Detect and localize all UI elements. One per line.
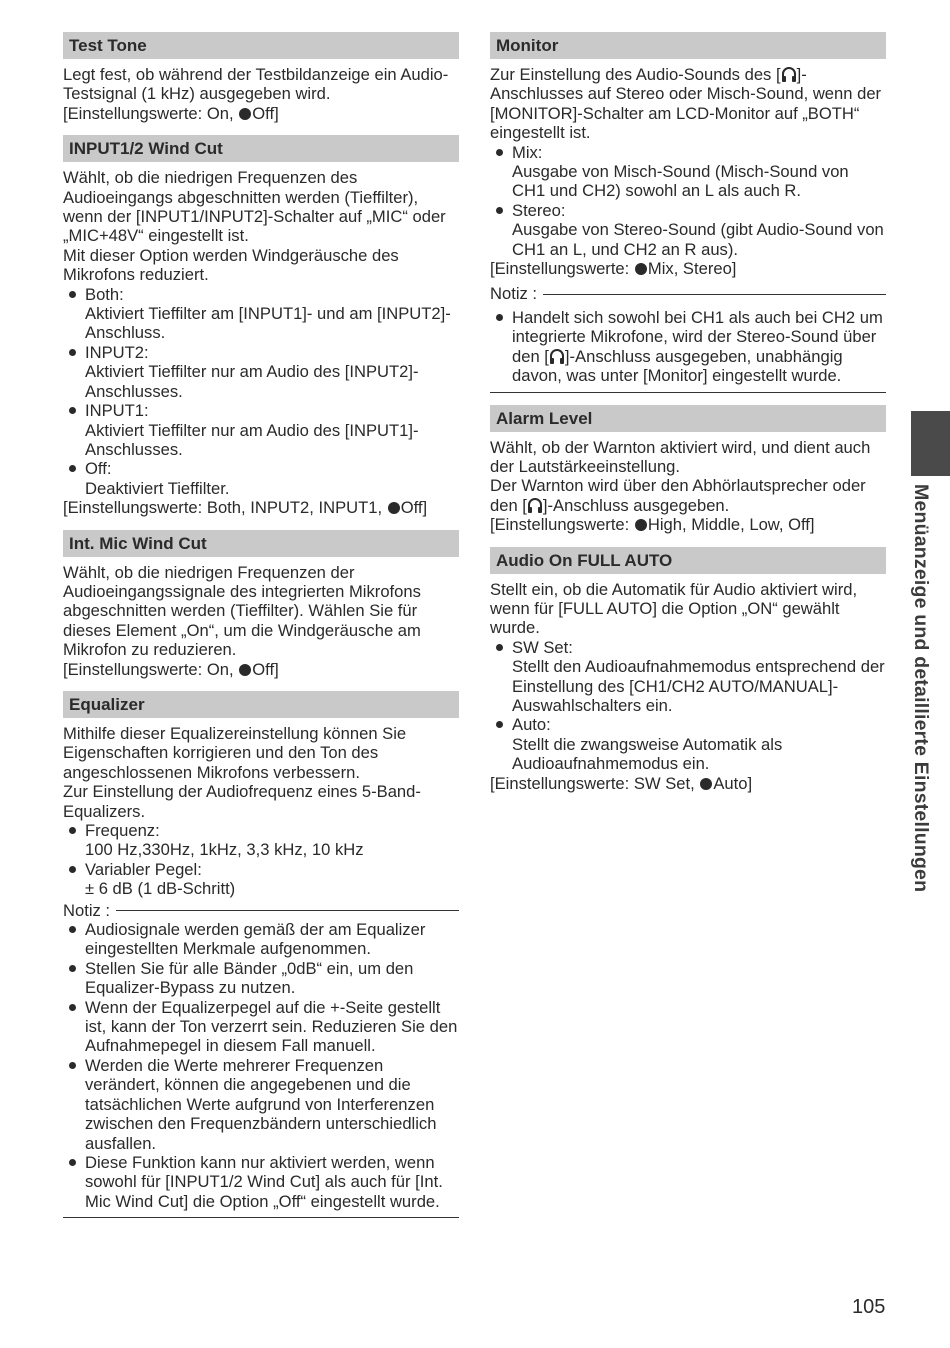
section-title: Int. Mic Wind Cut (63, 530, 459, 557)
option-list (63, 821, 459, 899)
list-item: Both: Aktiviert Tieffilter am [INPUT1]- und am [INPUT2]-Anschluss. (63, 285, 459, 343)
note-header: Notiz : (63, 901, 459, 920)
section-equalizer (63, 691, 459, 1218)
note-item: Stellen Sie für alle Bänder „0dB“ ein, um den Equalizer-Bypass zu nutzen. (63, 959, 459, 998)
section-title: Equalizer (63, 691, 459, 718)
section-text: Zur Einstellung der Audiofrequenz eines 5-Band-Equalizers. (63, 782, 421, 821)
default-marker-icon (700, 778, 712, 790)
option-list (63, 285, 459, 498)
section-audio-full-auto (490, 547, 886, 793)
settings-values: [Einstellungswerte: Both, INPUT2, INPUT1, Off] (63, 498, 428, 518)
default-marker-icon (635, 263, 647, 275)
settings-values: [Einstellungswerte: On, Off] (63, 103, 279, 123)
section-text: Der Warnton wird über den Abhörlautsprecher oder den [ ]-Anschluss ausgegeben. (490, 476, 866, 515)
note-item: Wenn der Equalizerpegel auf die +-Seite gestellt ist, kann der Ton verzerrt sein. Reduzieren Sie den Aufnahmepegel in diesem Fall manuell. (63, 998, 459, 1056)
list-item: INPUT2: Aktiviert Tieffilter nur am Audio des [INPUT2]-Anschlusses. (63, 343, 459, 401)
section-int-mic-wind-cut (63, 530, 459, 679)
settings-values: [Einstellungswerte: Mix, Stereo] (490, 259, 737, 279)
list-item: SW Set: Stellt den Audioaufnahmemodus entsprechend der Einstellung des [CH1/CH2 AUTO/MANUAL]-Auswahlschalters ein. (490, 638, 886, 716)
list-item: Mix: Ausgabe von Misch-Sound (Misch-Sound von CH1 und CH2) sowohl an L als auch R. (490, 143, 886, 201)
section-title: Alarm Level (490, 405, 886, 432)
note-item: Werden die Werte mehrerer Frequenzen verändert, können die angegebenen und die tatsächlichen Werte aufgrund von Interferenzen zwischen den Frequenzbändern unterschiedlich ausfallen. (63, 1056, 459, 1153)
headphone-icon (549, 348, 565, 365)
section-text: Legt fest, ob während der Testbildanzeige ein Audio-Testsignal (1 kHz) ausgegeben wird. (63, 65, 449, 104)
section-alarm-level (490, 405, 886, 535)
section-text: Stellt ein, ob die Automatik für Audio aktiviert wird, wenn für [FULL AUTO] die Option „ON“ gewählt wurde. (490, 579, 858, 638)
note-header: Notiz : (490, 284, 886, 303)
list-item: Auto: Stellt die zwangsweise Automatik als Audioaufnahmemodus ein. (490, 715, 886, 773)
section-input-wind-cut (63, 135, 459, 517)
note-end-rule (490, 392, 886, 393)
headphone-icon (781, 66, 797, 83)
option-list (490, 638, 886, 774)
list-item: Frequenz: 100 Hz,330Hz, 1kHz, 3,3 kHz, 10 kHz (63, 821, 459, 860)
chapter-tab-marker (911, 411, 950, 476)
note-list (63, 920, 459, 1211)
section-title: Monitor (490, 32, 886, 59)
section-test-tone (63, 32, 459, 123)
default-marker-icon (239, 108, 251, 120)
section-title: Test Tone (63, 32, 459, 59)
default-marker-icon (635, 519, 647, 531)
section-text: Zur Einstellung des Audio-Sounds des [ ]-Anschlusses auf Stereo oder Misch-Sound, wenn der [MONITOR]-Schalter am LCD-Monitor auf „BOTH“ eingestellt ist. (490, 65, 882, 143)
section-text: Wählt, ob der Warnton aktiviert wird, und dient auch der Lautstärkeeinstellung. (490, 437, 871, 476)
note-end-rule (63, 1217, 459, 1218)
section-monitor (490, 32, 886, 393)
section-text: Wählt, ob die niedrigen Frequenzen der Audioeingangssignale des integrierten Mikrofons abgeschnitten werden (Tieffilter). Wählen Sie für dieses Element „On“, um die Windgeräusche am Mikrofon zu reduzieren. (63, 562, 421, 660)
list-item: Stereo: Ausgabe von Stereo-Sound (gibt Audio-Sound von CH1 an L, und CH2 an R aus). (490, 201, 886, 259)
default-marker-icon (388, 502, 400, 514)
option-list (490, 143, 886, 259)
note-list (490, 308, 886, 386)
list-item: INPUT1: Aktiviert Tieffilter nur am Audio des [INPUT1]-Anschlusses. (63, 401, 459, 459)
page-number: 105 (852, 1296, 886, 1318)
note-item: Audiosignale werden gemäß der am Equalizer eingestellten Merkmale aufgenommen. (63, 920, 459, 959)
right-column (490, 32, 886, 805)
note-item: Diese Funktion kann nur aktiviert werden, wenn sowohl für [INPUT1/2 Wind Cut] als auch für [Int. Mic Wind Cut] die Option „Off“ eingestellt wurde. (63, 1153, 459, 1211)
left-column (63, 32, 459, 1230)
section-title: INPUT1/2 Wind Cut (63, 135, 459, 162)
section-text: Wählt, ob die niedrigen Frequenzen des Audioeingangs abgeschnitten werden (Tieffilter), wenn der [INPUT1/INPUT2]-Schalter auf „MIC“ oder „MIC+48V“ eingestellt ist. (63, 168, 446, 246)
headphone-icon (527, 497, 543, 514)
section-text: Mit dieser Option werden Windgeräusche des Mikrofons reduziert. (63, 245, 399, 285)
default-marker-icon (239, 664, 251, 676)
settings-values: [Einstellungswerte: High, Middle, Low, Off] (490, 515, 815, 535)
section-title: Audio On FULL AUTO (490, 547, 886, 574)
list-item: Variabler Pegel: ± 6 dB (1 dB-Schritt) (63, 860, 459, 899)
settings-values: [Einstellungswerte: SW Set, Auto] (490, 773, 753, 793)
settings-values: [Einstellungswerte: On, Off] (63, 659, 279, 679)
note-item: Handelt sich sowohl bei CH1 als auch bei CH2 um integrierte Mikrofone, wird der Stereo-Sound über den [ ]-Anschluss ausgegeben, unabhängig davon, was unter [Monitor] eingestellt wurde. (490, 308, 886, 386)
chapter-side-label: Menüanzeige und detaillierte Einstellungen (910, 484, 932, 893)
section-text: Mithilfe dieser Equalizereinstellung können Sie Eigenschaften korrigieren und den Ton des angeschlossenen Mikrofons verbessern. (63, 723, 407, 782)
list-item: Off: Deaktiviert Tieffilter. (63, 459, 459, 498)
